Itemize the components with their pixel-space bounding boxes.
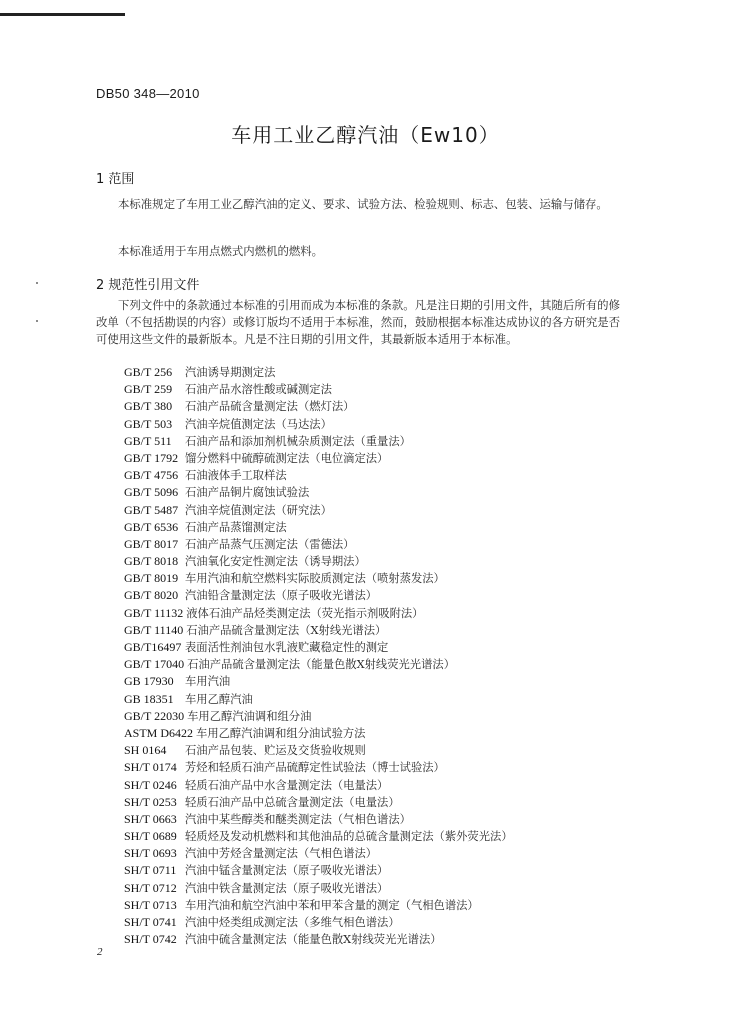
- reference-item: [124, 742, 644, 759]
- reference-item: [124, 484, 644, 501]
- reference-code: GB/T 259: [124, 382, 173, 397]
- reference-code: GB/T 256: [124, 365, 173, 379]
- reference-code: SH/T 0174: [124, 760, 177, 775]
- page-number: 2: [97, 946, 103, 958]
- reference-item: [124, 691, 644, 708]
- reference-code: GB/T16497: [124, 640, 182, 654]
- reference-item: [124, 398, 644, 415]
- reference-code: GB/T 4756: [124, 468, 179, 483]
- reference-item: [124, 759, 644, 776]
- reference-code: GB/T 503: [124, 416, 173, 431]
- reference-item: [124, 587, 644, 604]
- reference-list: [124, 364, 644, 948]
- reference-item: [124, 811, 644, 828]
- reference-code: GB/T 511: [124, 433, 172, 448]
- reference-item: [124, 364, 644, 381]
- reference-code: SH/T 0742: [124, 932, 177, 947]
- reference-item: [124, 914, 644, 931]
- reference-title: 车用汽油: [185, 675, 231, 689]
- reference-code: GB/T 1792: [124, 450, 179, 465]
- reference-code: SH 0164: [124, 743, 167, 758]
- reference-code: GB/T 8017: [124, 536, 179, 551]
- reference-item: [124, 897, 644, 914]
- reference-title: 汽油中硫含量测定法（能量色散X射线荧光光谱法）: [185, 933, 442, 947]
- reference-title: 轻质石油产品中总硫含量测定法（电量法）: [185, 795, 400, 809]
- scope-paragraph-1: 本标准规定了车用工业乙醇汽油的定义、要求、试验方法、检验规则、标志、包装、运输与储存。: [118, 197, 608, 211]
- reference-item: [124, 519, 644, 536]
- reference-item: [124, 862, 644, 879]
- top-rule: [0, 13, 125, 16]
- reference-item: [124, 639, 644, 656]
- page-title: 车用工业乙醇汽油（Ew10）: [231, 123, 500, 147]
- reference-item: [124, 553, 644, 570]
- reference-title: 石油产品蒸馏测定法: [185, 520, 287, 534]
- reference-item: [124, 450, 644, 467]
- reference-code: SH/T 0712: [124, 880, 177, 895]
- reference-code: GB/T 5487: [124, 502, 179, 517]
- reference-item: [124, 656, 644, 673]
- reference-code: SH/T 0711: [124, 863, 177, 878]
- reference-item: [124, 570, 644, 587]
- reference-item: [124, 708, 644, 725]
- reference-code: GB/T 17040: [124, 657, 185, 672]
- reference-title: 车用乙醇汽油调和组分油: [187, 709, 312, 723]
- reference-item: [124, 828, 644, 845]
- reference-title: 石油产品包装、贮运及交货验收规则: [185, 744, 366, 758]
- reference-item: [124, 416, 644, 433]
- reference-title: 汽油中烃类组成测定法（多维气相色谱法）: [185, 916, 400, 929]
- reference-title: 汽油中锰含量测定法（原子吸收光谱法）: [185, 864, 389, 878]
- reference-item: [124, 794, 644, 811]
- reference-code: GB 17930: [124, 674, 174, 689]
- reference-item: [124, 725, 644, 742]
- reference-title: 表面活性剂油包水乳液贮藏稳定性的测定: [185, 641, 389, 654]
- section-heading-references: 2 规范性引用文件: [96, 278, 200, 293]
- reference-title: 汽油铅含量测定法（原子吸收光谱法）: [185, 589, 378, 603]
- reference-title: 汽油中芳烃含量测定法（气相色谱法）: [185, 847, 378, 861]
- reference-code: GB/T 380: [124, 399, 173, 414]
- reference-title: 汽油辛烷值测定法（马达法）: [185, 417, 332, 431]
- reference-code: SH/T 0713: [124, 897, 177, 912]
- reference-code: SH/T 0663: [124, 811, 177, 826]
- scan-speck: [36, 320, 38, 322]
- reference-title: 石油液体手工取样法: [185, 469, 287, 483]
- reference-title: 汽油诱导期测定法: [185, 366, 276, 379]
- reference-item: [124, 673, 644, 690]
- reference-title: 汽油中某些醇类和醚类测定法（气相色谱法）: [185, 812, 411, 826]
- reference-title: 汽油辛烷值测定法（研究法）: [185, 503, 332, 517]
- reference-item: [124, 931, 644, 948]
- reference-code: SH/T 0689: [124, 829, 177, 844]
- reference-title: 石油产品硫含量测定法（能量色散X射线荧光光谱法）: [187, 658, 455, 672]
- reference-title: 馏分燃料中硫醇硫测定法（电位滴定法）: [185, 451, 389, 465]
- reference-code: SH/T 0246: [124, 777, 177, 792]
- reference-item: [124, 381, 644, 398]
- reference-code: GB/T 6536: [124, 519, 179, 534]
- reference-code: SH/T 0253: [124, 794, 177, 809]
- reference-code: GB/T 22030: [124, 708, 185, 723]
- scope-paragraph-2: 本标准适用于车用点燃式内燃机的燃料。: [118, 244, 324, 258]
- section-heading-scope: 1 范围: [96, 172, 135, 187]
- reference-title: 液体石油产品烃类测定法（荧光指示剂吸附法）: [186, 606, 424, 620]
- reference-title: 轻质石油产品中水含量测定法（电量法）: [185, 778, 389, 792]
- reference-title: 汽油氧化安定性测定法（诱导期法）: [185, 555, 366, 569]
- reference-item: [124, 845, 644, 862]
- reference-code: GB 18351: [124, 691, 174, 706]
- reference-code: GB/T 5096: [124, 485, 179, 500]
- reference-item: [124, 433, 644, 450]
- reference-title: 石油产品蒸气压测定法（雷德法）: [185, 537, 355, 551]
- reference-title: 车用乙醇汽油: [185, 692, 253, 706]
- reference-title: 车用乙醇汽油调和组分油试验方法: [196, 726, 366, 740]
- reference-title: 石油产品和添加剂机械杂质测定法（重量法）: [185, 434, 411, 448]
- reference-code: GB/T 11140: [124, 622, 184, 637]
- reference-item: [124, 777, 644, 794]
- reference-title: 车用汽油和航空燃料实际胶质测定法（喷射蒸发法）: [185, 572, 445, 586]
- reference-title: 石油产品硫含量测定法（X射线光谱法）: [186, 623, 387, 637]
- reference-code: SH/T 0693: [124, 846, 177, 861]
- reference-title: 芳烃和轻质石油产品硫醇定性试验法（博士试验法）: [185, 761, 445, 775]
- reference-code: GB/T 8020: [124, 588, 179, 603]
- reference-title: 车用汽油和航空汽油中苯和甲苯含量的测定（气相色谱法）: [185, 898, 479, 912]
- reference-title: 汽油中铁含量测定法（原子吸收光谱法）: [185, 881, 389, 895]
- doc-code: DB50 348—2010: [96, 86, 200, 101]
- reference-item: [124, 622, 644, 639]
- reference-title: 石油产品水溶性酸或碱测定法: [185, 383, 332, 397]
- reference-item: [124, 536, 644, 553]
- reference-code: GB/T 8019: [124, 571, 179, 586]
- reference-code: GB/T 8018: [124, 554, 179, 569]
- references-intro-paragraph: 下列文件中的条款通过本标准的引用而成为本标准的条款。凡是注日期的引用文件，其随后所有的修改单（不包括勘误的内容）或修订版均不适用于本标准，然而，鼓励根据本标准达成协议的各方研究是否可使用这些文件的最新版本。凡是不注日期的引用文件，其最新版本适用于本标准。: [96, 298, 620, 346]
- scan-speck: [36, 282, 38, 284]
- reference-code: ASTM D6422: [124, 725, 194, 740]
- reference-title: 石油产品铜片腐蚀试验法: [185, 486, 310, 500]
- reference-item: [124, 880, 644, 897]
- reference-item: [124, 502, 644, 519]
- reference-title: 轻质烃及发动机燃料和其他油品的总硫含量测定法（紫外荧光法）: [185, 830, 513, 844]
- reference-code: GB/T 11132: [124, 605, 184, 620]
- reference-item: [124, 467, 644, 484]
- reference-item: [124, 605, 644, 622]
- reference-code: SH/T 0741: [124, 915, 177, 929]
- reference-title: 石油产品硫含量测定法（燃灯法）: [185, 400, 355, 414]
